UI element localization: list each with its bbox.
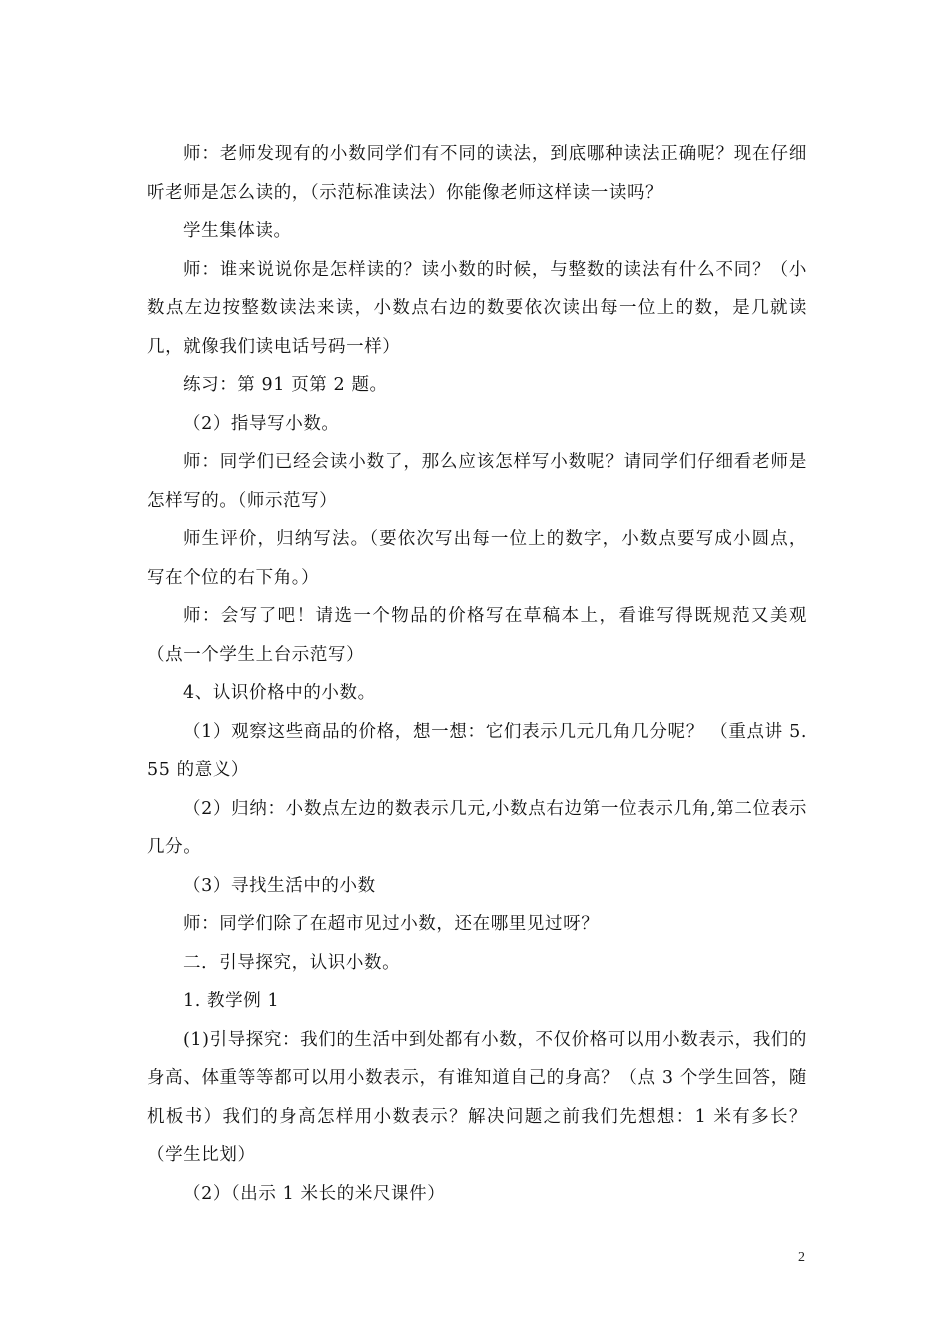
paragraph-section-4-heading: 4、认识价格中的小数。	[183, 683, 376, 703]
document-body	[147, 135, 807, 1213]
paragraph-teacher-reading-intro: 师：老师发现有的小数同学们有不同的读法，到底哪种读法正确呢？现在仔细听老师是怎么读的，（示范标准读法）你能像老师这样读一读吗？	[147, 144, 807, 203]
paragraph-example-1: 1. 教学例 1	[183, 991, 280, 1011]
paragraph-evaluation: 师生评价，归纳写法。（要依次写出每一位上的数字，小数点要写成小圆点，写在个位的右下角。）	[147, 529, 807, 588]
paragraph-find-decimals: （3）寻找生活中的小数	[183, 875, 376, 896]
paragraph-guided-exploration: (1)引导探究：我们的生活中到处都有小数，不仅价格可以用小数表示，我们的身高、体重等等都可以用小数表示，有谁知道自己的身高？（点 3 个学生回答，随机板书）我们的身高怎样用小数表示？解决问题之前我们先想想：1 米有多长？（学生比划）	[147, 1029, 807, 1165]
paragraph-summary: （2）归纳：小数点左边的数表示几元,小数点右边第一位表示几角,第二位表示几分。	[147, 798, 807, 857]
paragraph-observe-prices: （1）观察这些商品的价格，想一想：它们表示几元几角几分呢？ （重点讲 5.55 的意义）	[147, 721, 807, 780]
paragraph-exercise: 练习：第 91 页第 2 题。	[183, 375, 388, 395]
page-number: 2	[798, 1250, 805, 1265]
paragraph-teacher-writing: 师：同学们已经会读小数了，那么应该怎样写小数呢？请同学们仔细看老师是怎样写的。（师示范写）	[147, 452, 807, 511]
paragraph-students-read: 学生集体读。	[183, 221, 292, 241]
paragraph-section-2-heading: 二．引导探究，认识小数。	[183, 952, 401, 973]
paragraph-practice-writing: 师：会写了吧！请选一个物品的价格写在草稿本上，看谁写得既规范又美观（点一个学生上台示范写）	[147, 606, 807, 665]
paragraph-guide-writing: （2）指导写小数。	[183, 413, 340, 434]
paragraph-reading-difference: 师：谁来说说你是怎样读的？读小数的时候，与整数的读法有什么不同？（小数点左边按整数读法来读，小数点右边的数要依次读出每一位上的数，是几就读几，就像我们读电话号码一样）	[147, 259, 807, 357]
paragraph-show-meter-ruler: （2）（出示 1 米长的米尺课件）	[183, 1183, 446, 1204]
paragraph-teacher-question: 师：同学们除了在超市见过小数，还在哪里见过呀？	[183, 914, 600, 934]
